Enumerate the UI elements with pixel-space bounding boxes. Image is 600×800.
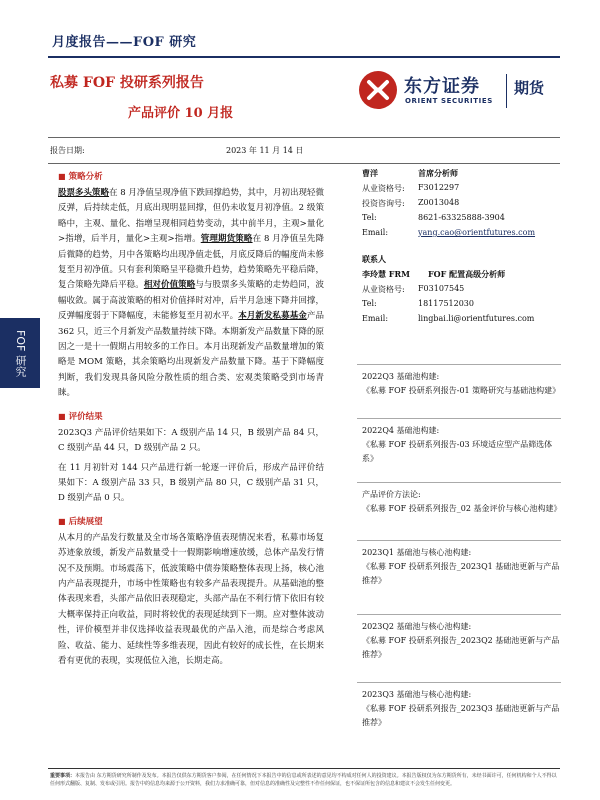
contact-row: Email: lingbai.li@orientfutures.com [362, 314, 535, 323]
report-date-row [50, 145, 560, 159]
strategy-paragraph: 股票多头策略在 8 月净值呈现净值下跌回撑趋势，其中，月初出现轻微反弹，后持续走低，月底出现明显回撑，但仍未收复月初净值。2 级策略中，主观、量化、指增呈现相同趋势变动，其中前半月，主观>量化>指增，后半月，量化>主观>指增。管理期货策略在 8 月净值呈先降后微降的趋势，月中各策略均出现净值走低，月底反降后的幅度尚未修复至月初净值。只有套利策略呈平稳微升趋势，趋势策略先平稳后降，复合策略先降后平稳。相对价值策略与与股票多头策略的走势趋同，波幅收敛。属于高波策略的相对价值择时对冲，后半月急速下降并回撑，反弹幅度弱于下降幅度，未能修复至月初水平。本月新发私募基金产品 362 只，近三个月新发产品数量持续下降。本期新发产品数量下降的原因之一是十一假期占用较多的工作日。本月出现新发产品数量增加的策略是 MOM 策略，其余策略均出现新发产品数量下降。基于下降幅度判断，我们发现具备风险分散性质的组合类、宏观类策略受到市场青睐。 [58, 188, 324, 399]
contact-name: 李玲慧 FRM [362, 269, 410, 279]
report-date-label: 报告日期: [50, 146, 85, 155]
related-divider [357, 418, 561, 419]
header-rule [48, 56, 560, 58]
strategy-lead-1: 股票多头策略 [58, 188, 110, 198]
disclaimer-lead: 重要事项： [50, 773, 76, 779]
contact-title: FOF 配置高级分析师 [428, 269, 506, 279]
contact-row: Tel: 18117512030 [362, 299, 474, 308]
disclaimer [50, 772, 560, 788]
related-divider [357, 364, 561, 365]
related-report-1[interactable]: 2022Q3 基础池构建: 《私募 FOF 投研系列报告-01 策略研究与基础池构建》 [362, 372, 561, 395]
main-column [58, 168, 324, 669]
section-heading-strategy: ■ 策略分析 [58, 171, 103, 182]
analyst-contact-1 [362, 168, 562, 243]
rating-paragraph-1: 2023Q3 产品评价结果如下：A 级别产品 14 只，B 级别产品 84 只，C 级别产品 44 只，D 级别产品 2 只。 [58, 427, 324, 454]
triangle-bullet-icon: ■ [58, 171, 66, 181]
logo-name-cn: 东方证券 [404, 76, 480, 97]
contact-row: 从业资格号: F3012297 [362, 183, 460, 193]
outlook-paragraph: 从本月的产品发行数量及全市场各策略净值表现情况来看，私募市场复苏迹象放缓，新发产品数量受十一假期影响增速放缓，总体产品发行情况不及预期。市场震荡下，低波策略中债券策略整体表现上扬，核心池内产品表现提升，市场中性策略也有较多产品表现提升。从基础池的整体表现来看，头部产品依旧表现稳定，头部产品在不利行情下依旧有较大概率保持正向收益，同时将较优的表现延续到下一期。应对整体波动性，评价模型并非仅选择收益表现最优的产品入池，而是综合考虑风险、收益、能力、延续性等多维表现，因此有较好的成长性，在长期来看有更优的表现，实现低位入池，长期走高。 [58, 532, 324, 666]
related-report-3[interactable]: 产品评价方法论: 《私募 FOF 投研系列报告_02 基金评价与核心池构建》 [362, 490, 562, 513]
contact-row: Email: yang.cao@orientfutures.com [362, 228, 536, 237]
triangle-bullet-icon: ■ [58, 515, 66, 526]
strategy-lead-4: 本月新发私募基金 [238, 311, 307, 322]
contact-row: 从业资格号: F03107545 [362, 284, 465, 294]
company-logo [358, 68, 558, 116]
date-bottom-rule [48, 163, 560, 164]
report-subtitle: 产品评价 10 月报 [128, 106, 234, 121]
section-heading-outlook: ■ 后续展望 [58, 515, 103, 527]
doc-type-label: 月度报告——FOF 研究 [52, 35, 197, 50]
report-title: 私募 FOF 投研系列报告 [50, 75, 204, 91]
triangle-bullet-icon: ■ [58, 410, 66, 421]
contact-row: 投资咨询号: Z0013048 [362, 198, 460, 208]
side-tab-label: FOF 研究 [14, 329, 27, 377]
contact-person-label: 联系人 [362, 254, 386, 264]
logo-mark-icon [358, 70, 398, 110]
logo-divider [506, 74, 507, 108]
related-report-5[interactable]: 2023Q2 基础池与核心池构建: 《私募 FOF 投研系列报告_2023Q2 基础池更新与产品推荐》 [362, 622, 560, 659]
strategy-lead-2: 管理期货策略 [200, 234, 253, 245]
footer-rule [48, 768, 560, 769]
date-top-rule [48, 137, 560, 138]
disclaimer-text: 本报告由 东方期货研究所制作及发布。本报告仅供东方期货客户参阅，在任何情况下本报告中的信息或所表述的意见均不构成对任何人的投资建议。本报告版权仅为东方期货所有，未经书面许可，任何机构和个人不得以任何形式翻版、复制、发布或引用。报告中的信息均来源于公开资料，我们力求准确可靠，但对信息的准确性及完整性不作任何保证，也不保证所包含的信息和建议不会发生任何变更。 [50, 773, 557, 787]
side-tab [0, 318, 40, 388]
contact-title: 首席分析师 [418, 168, 458, 178]
related-divider [357, 540, 561, 541]
related-report-4[interactable]: 2023Q1 基础池与核心池构建: 《私募 FOF 投研系列报告_2023Q1 基础池更新与产品推荐》 [362, 548, 560, 585]
email-link[interactable]: yang.cao@orientfutures.com [418, 228, 536, 237]
related-divider [357, 614, 561, 615]
logo-name-en: ORIENT SECURITIES [405, 97, 493, 105]
report-date-value: 2023 年 11 月 14 日 [226, 146, 304, 155]
contact-name-row [362, 168, 562, 183]
section-heading-rating: ■ 评价结果 [58, 410, 103, 422]
strategy-lead-3: 相对价值策略 [143, 280, 196, 291]
contact-row: Tel: 8621-63325888-3904 [362, 213, 505, 222]
logo-sub-label: 期货 [514, 79, 545, 97]
rating-paragraph-2: 在 11 月初针对 144 只产品进行新一轮逐一评价后，形成产品评价结果如下：A 级别产品 33 只，B 级别产品 80 只，C 级别产品 31 只，D 级别产品 0 只。 [58, 462, 324, 504]
related-report-2[interactable]: 2022Q4 基础池构建: 《私募 FOF 投研系列报告-03 环境适应型产品筛选体系》 [362, 426, 553, 463]
related-report-6[interactable]: 2023Q3 基础池与核心池构建: 《私募 FOF 投研系列报告_2023Q3 基础池更新与产品推荐》 [362, 690, 560, 727]
contact-name: 曹洋 [362, 168, 378, 178]
contact-name-row [362, 269, 562, 284]
analyst-contact-2 [362, 254, 562, 329]
related-divider [357, 482, 561, 483]
related-divider [357, 682, 561, 683]
